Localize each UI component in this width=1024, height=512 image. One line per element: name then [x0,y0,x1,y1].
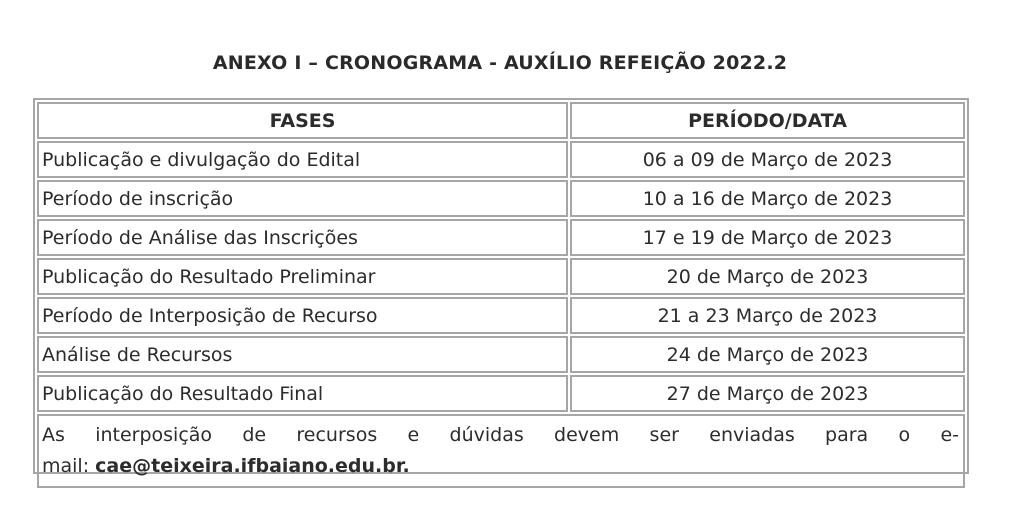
note-word: e- [940,424,959,446]
data-cell: 20 de Março de 2023 [570,258,965,295]
note-word: para [825,424,869,446]
note-word: de [242,424,267,446]
note-mail-prefix: mail: [42,455,90,477]
note-row [37,414,965,488]
fase-cell: Análise de Recursos [37,336,568,373]
data-cell: 21 a 23 Março de 2023 [570,297,965,334]
note-word: dúvidas [449,424,524,446]
note-line-1 [42,420,959,451]
fase-cell: Período de Análise das Inscrições [37,219,568,256]
note-word: devem [554,424,620,446]
table-header-row [37,102,965,139]
note-word: enviadas [709,424,795,446]
table-row [37,180,965,217]
header-fases: FASES [37,102,568,139]
note-cell [37,414,965,488]
fase-cell: Publicação do Resultado Preliminar [37,258,568,295]
note-word: ser [649,424,679,446]
table-row [37,297,965,334]
fase-cell: Período de Interposição de Recurso [37,297,568,334]
contact-email: cae@teixeira.ifbaiano.edu.br. [95,455,410,477]
data-cell: 24 de Março de 2023 [570,336,965,373]
fase-cell: Publicação do Resultado Final [37,375,568,412]
data-cell: 06 a 09 de Março de 2023 [570,141,965,178]
table-row [37,258,965,295]
header-periodo-data: PERÍODO/DATA [570,102,965,139]
data-cell: 27 de Março de 2023 [570,375,965,412]
note-word: interposição [95,424,213,446]
document-title: ANEXO I – CRONOGRAMA - AUXÍLIO REFEIÇÃO 2022.2 [212,52,788,74]
table-row [37,336,965,373]
data-cell: 17 e 19 de Março de 2023 [570,219,965,256]
note-word: recursos [296,424,378,446]
note-word: o [898,424,911,446]
fase-cell: Período de inscrição [37,180,568,217]
data-cell: 10 a 16 de Março de 2023 [570,180,965,217]
fase-cell: Publicação e divulgação do Edital [37,141,568,178]
table-row [37,375,965,412]
table-row [37,219,965,256]
note-line-2 [42,451,959,482]
note-word: As [42,424,65,446]
table-row [37,141,965,178]
note-word: e [407,424,420,446]
schedule-table [33,98,969,477]
